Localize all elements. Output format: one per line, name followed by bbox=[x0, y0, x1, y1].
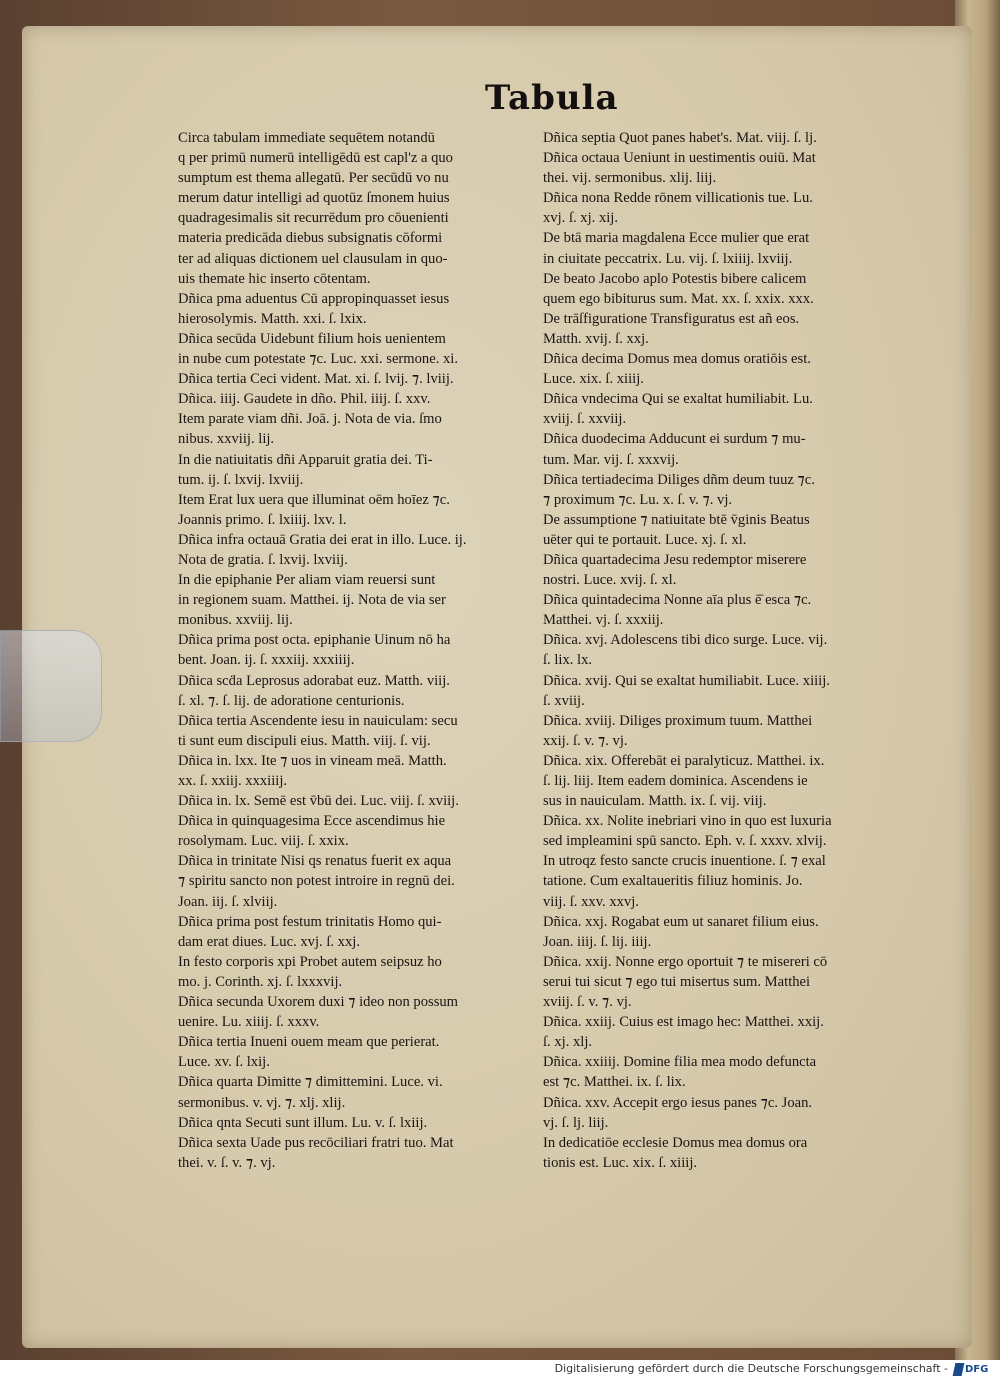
text-line: Dñica septia Quot panes habet's. Mat. viij. ſ. lj. bbox=[543, 130, 817, 146]
text-line: Dñica tertiadecima Diliges dñm deum tuuz ⁊c. bbox=[543, 471, 815, 488]
text-line: Dñica prima post festum trinitatis Homo qui- bbox=[178, 913, 442, 930]
text-line: uenire. Lu. xiiij. ſ. xxxv. bbox=[178, 1014, 320, 1031]
text-line: q per primū numerū intelligēdū est capl'z a quo bbox=[178, 150, 453, 167]
text-line: sermonibus. v. vj. ⁊. xlj. xlij. bbox=[178, 1094, 346, 1111]
text-line: rosolymam. Luc. viij. ſ. xxix. bbox=[178, 833, 349, 850]
text-line: Dñica tertia Ascendente iesu in nauiculam: secu bbox=[178, 712, 458, 729]
text-line: Dñica qnta Secuti sunt illum. Lu. v. ſ. lxiij. bbox=[178, 1114, 428, 1131]
text-line: Item Erat lux uera que illuminat oēm hoīez ⁊c. bbox=[178, 491, 450, 508]
right-column bbox=[543, 128, 923, 1173]
text-line: Dñica infra octauā Gratia dei erat in illo. Luce. ij. bbox=[178, 531, 467, 548]
text-line: est ⁊c. Matthei. ix. ſ. lix. bbox=[543, 1074, 686, 1091]
text-line: sus in nauiculam. Matth. ix. ſ. vij. viij. bbox=[543, 793, 767, 810]
text-line: merum datur intelligi ad quotūz ſmonem huius bbox=[178, 190, 450, 207]
text-line: xviij. ſ. xxviij. bbox=[543, 411, 627, 428]
text-line: Dñica. xxj. Rogabat eum ut sanaret filium eius. bbox=[543, 913, 819, 930]
text-line: nostri. Luce. xvij. ſ. xl. bbox=[543, 572, 677, 589]
text-line: Dñica. xxij. Nonne ergo oportuit ⁊ te misereri cō bbox=[543, 953, 828, 970]
text-line: Joannis primo. ſ. lxiiij. lxv. l. bbox=[178, 511, 347, 528]
text-line: Dñica in trinitate Nisi qs renatus fuerit ex aqua bbox=[178, 853, 452, 870]
text-line: Dñica decima Domus mea domus oratiōis est. bbox=[543, 351, 811, 368]
text-line: quem ego bibiturus sum. Mat. xx. ſ. xxix. xxx. bbox=[543, 290, 814, 307]
text-line: in nube cum potestate ⁊c. Luc. xxi. sermone. xi. bbox=[178, 351, 459, 368]
text-line: Dñica. xix. Offerebāt ei paralyticuz. Matthei. ix. bbox=[543, 752, 825, 769]
text-line: Dñica. xvj. Adolescens tibi dico surge. Luce. vij. bbox=[543, 632, 828, 649]
text-line: ſ. xl. ⁊. ſ. lij. de adoratione centurionis. bbox=[178, 692, 405, 709]
text-line: Dñica duodecima Adducunt ei surdum ⁊ mu- bbox=[543, 431, 806, 448]
footer-bar bbox=[0, 1360, 1000, 1379]
text-line: ⁊ spiritu sancto non potest introire in regnū dei. bbox=[178, 873, 455, 890]
text-line: monibus. xxviij. lij. bbox=[178, 612, 293, 629]
text-line: xx. ſ. xxiij. xxxiiij. bbox=[178, 773, 288, 789]
text-line: tionis est. Luc. xix. ſ. xiiij. bbox=[543, 1154, 698, 1171]
text-line: sumptum est thema allegatū. Per secūdū vo nu bbox=[178, 170, 449, 187]
text-line: Luce. xix. ſ. xiiij. bbox=[543, 371, 644, 388]
text-line: ter ad aliquas dictionem uel clausulam in quo- bbox=[178, 250, 448, 267]
text-line: Dñica tertia Ceci vident. Mat. xi. ſ. lvij. ⁊. lviij. bbox=[178, 371, 454, 388]
text-line: In die epiphanie Per aliam viam reuersi sunt bbox=[178, 572, 436, 589]
text-line: Dñica quartadecima Jesu redemptor miserere bbox=[543, 551, 807, 568]
text-line: Dñica scḋa Leprosus adorabat euz. Matth. viij. bbox=[178, 672, 450, 689]
text-line: Dñica. xx. Nolite inebriari vino in quo est luxuria bbox=[543, 813, 832, 830]
text-line: Luce. xv. ſ. lxij. bbox=[178, 1054, 270, 1071]
text-line: dam erat diues. Luc. xvj. ſ. xxj. bbox=[178, 933, 360, 950]
text-line: xxij. ſ. v. ⁊. vj. bbox=[543, 732, 628, 749]
text-line: Dñica sexta Uade pus recōciliari fratri tuo. Mat bbox=[178, 1134, 454, 1151]
text-line: Circa tabulam immediate sequētem notandū bbox=[178, 130, 435, 146]
text-line: Joan. iiij. ſ. lij. iiij. bbox=[543, 933, 652, 950]
text-line: Dñica quarta Dimitte ⁊ dimittemini. Luce. vi. bbox=[178, 1074, 443, 1091]
text-line: Dñica secunda Uxorem duxi ⁊ ideo non possum bbox=[178, 994, 459, 1011]
text-line: in ciuitate peccatrix. Lu. vij. ſ. lxiiij. lxviij. bbox=[543, 250, 793, 267]
text-line: Dñica quintadecima Nonne aīa plus ē̄ esca ⁊c. bbox=[543, 592, 812, 609]
text-line: ſ. xj. xlj. bbox=[543, 1034, 593, 1051]
text-line: In utroqz festo sancte crucis inuentione. ſ. ⁊ exal bbox=[543, 853, 826, 870]
text-line: Dñica tertia Inueni ouem meam que perierat. bbox=[178, 1034, 440, 1051]
text-line: materia predicāda diebus subsignatis cōformi bbox=[178, 230, 443, 247]
text-line: Item parate viam dñi. Joā. j. Nota de via. ſmo bbox=[178, 411, 442, 428]
text-line: Dñica in quinquagesima Ecce ascendimus hie bbox=[178, 813, 446, 830]
dfg-mark-icon bbox=[953, 1363, 965, 1376]
text-line: xvj. ſ. xj. xij. bbox=[543, 210, 618, 227]
text-line: nibus. xxviij. lij. bbox=[178, 431, 275, 448]
text-line: Joan. iij. ſ. xlviij. bbox=[178, 893, 278, 910]
text-line: hierosolymis. Matth. xxi. ſ. lxix. bbox=[178, 310, 367, 327]
text-line: tum. ij. ſ. lxvij. lxviij. bbox=[178, 471, 304, 488]
text-line: Dñica. xviij. Diliges proximum tuum. Matthei bbox=[543, 712, 813, 729]
text-line: Matth. xvij. ſ. xxj. bbox=[543, 330, 649, 347]
text-line: viij. ſ. xxv. xxvj. bbox=[543, 893, 639, 910]
text-line: bent. Joan. ij. ſ. xxxiij. xxxiiij. bbox=[178, 652, 355, 669]
text-line: De beato Jacobo aplo Potestis bibere calicem bbox=[543, 270, 807, 287]
text-line: In dedicatiōe ecclesie Domus mea domus ora bbox=[543, 1134, 808, 1151]
text-line: thei. vij. sermonibus. xlij. liij. bbox=[543, 170, 717, 187]
text-line: In festo corporis xpi Probet autem seipsuz ho bbox=[178, 953, 442, 970]
text-line: Dñica. iiij. Gaudete in dño. Phil. iiij. ſ. xxv. bbox=[178, 391, 431, 408]
text-line: quadragesimalis sit recurrēdum pro cōuenienti bbox=[178, 210, 449, 227]
left-column bbox=[178, 128, 538, 1173]
text-line: Dñica vndecima Qui se exaltat humiliabit. Lu. bbox=[543, 391, 813, 408]
plastic-clip bbox=[0, 630, 102, 742]
text-line: Dñica in. lxx. Ite ⁊ uos in vineam meā. Matth. bbox=[178, 752, 447, 769]
text-line: tatione. Cum exaltaueritis filiuz hominis. Jo. bbox=[543, 873, 803, 890]
text-line: Dñica prima post octa. epiphanie Uinum nō ha bbox=[178, 632, 451, 649]
text-line: serui tui sicut ⁊ ego tui misertus sum. Matthei bbox=[543, 973, 811, 990]
text-line: uis themate hic inserto cōtentam. bbox=[178, 270, 371, 287]
text-line: ⁊ proximum ⁊c. Lu. x. ſ. v. ⁊. vj. bbox=[543, 491, 733, 508]
text-line: Dñica nona Redde rōnem villicationis tue. Lu. bbox=[543, 190, 813, 207]
text-line: Dñica. xxiiij. Domine filia mea modo defuncta bbox=[543, 1054, 817, 1071]
text-line: Dñica secūda Uidebunt filium hois uenientem bbox=[178, 330, 446, 347]
text-line: Dñica in. lx. Semē est v̄bū dei. Luc. viij. ſ. xviij. bbox=[178, 793, 459, 810]
text-line: ſ. lij. liij. Item eadem dominica. Ascendens ie bbox=[543, 773, 808, 789]
text-line: thei. v. ſ. v. ⁊. vj. bbox=[178, 1154, 276, 1171]
text-line: In die natiuitatis dñi Apparuit gratia dei. Ti- bbox=[178, 451, 433, 468]
text-line: mo. j. Corinth. xj. ſ. lxxxvij. bbox=[178, 973, 343, 990]
text-line: Nota de gratia. ſ. lxvij. lxviij. bbox=[178, 551, 348, 568]
dfg-logo[interactable] bbox=[954, 1362, 994, 1377]
text-line: in regionem suam. Matthei. ij. Nota de via ser bbox=[178, 592, 446, 609]
text-line: vj. ſ. lj. liij. bbox=[543, 1114, 609, 1131]
text-line: De trāſfiguratione Transfiguratus est añ eos. bbox=[543, 310, 800, 327]
text-line: Dñica. xxiij. Cuius est imago hec: Matthei. xxij. bbox=[543, 1014, 824, 1031]
text-line: Dñica pma aduentus Cū appropinquasset iesus bbox=[178, 290, 450, 307]
text-line: sed impleamini spū sancto. Eph. v. ſ. xxxv. xlvij. bbox=[543, 833, 827, 850]
text-line: Dñica octaua Ueniunt in uestimentis ouiū. Mat bbox=[543, 150, 816, 167]
text-line: Dñica. xxv. Accepit ergo iesus panes ⁊c. Joan. bbox=[543, 1094, 813, 1111]
text-line: uēter qui te portauit. Luce. xj. ſ. xl. bbox=[543, 531, 747, 548]
text-line: De assumptione ⁊ natiuitate btē v̄ginis Beatus bbox=[543, 511, 810, 528]
text-line: xviij. ſ. v. ⁊. vj. bbox=[543, 994, 632, 1011]
text-line: ti sunt eum discipuli eius. Matth. viij. ſ. vij. bbox=[178, 732, 431, 749]
text-line: Matthei. vj. ſ. xxxiij. bbox=[543, 612, 664, 629]
text-line: ſ. xviij. bbox=[543, 692, 585, 709]
funding-credit: Digitalisierung gefördert durch die Deutsche Forschungsgemeinschaft - bbox=[554, 1362, 948, 1375]
text-line: tum. Mar. vij. ſ. xxxvij. bbox=[543, 451, 679, 468]
text-line: Dñica. xvij. Qui se exaltat humiliabit. Luce. xiiij. bbox=[543, 672, 830, 689]
text-line: ſ. lix. lx. bbox=[543, 652, 593, 669]
text-line: De btā maria magdalena Ecce mulier que erat bbox=[543, 230, 810, 247]
dfg-logo-text: DFG bbox=[965, 1364, 989, 1375]
page-title: Tabula bbox=[485, 78, 619, 118]
